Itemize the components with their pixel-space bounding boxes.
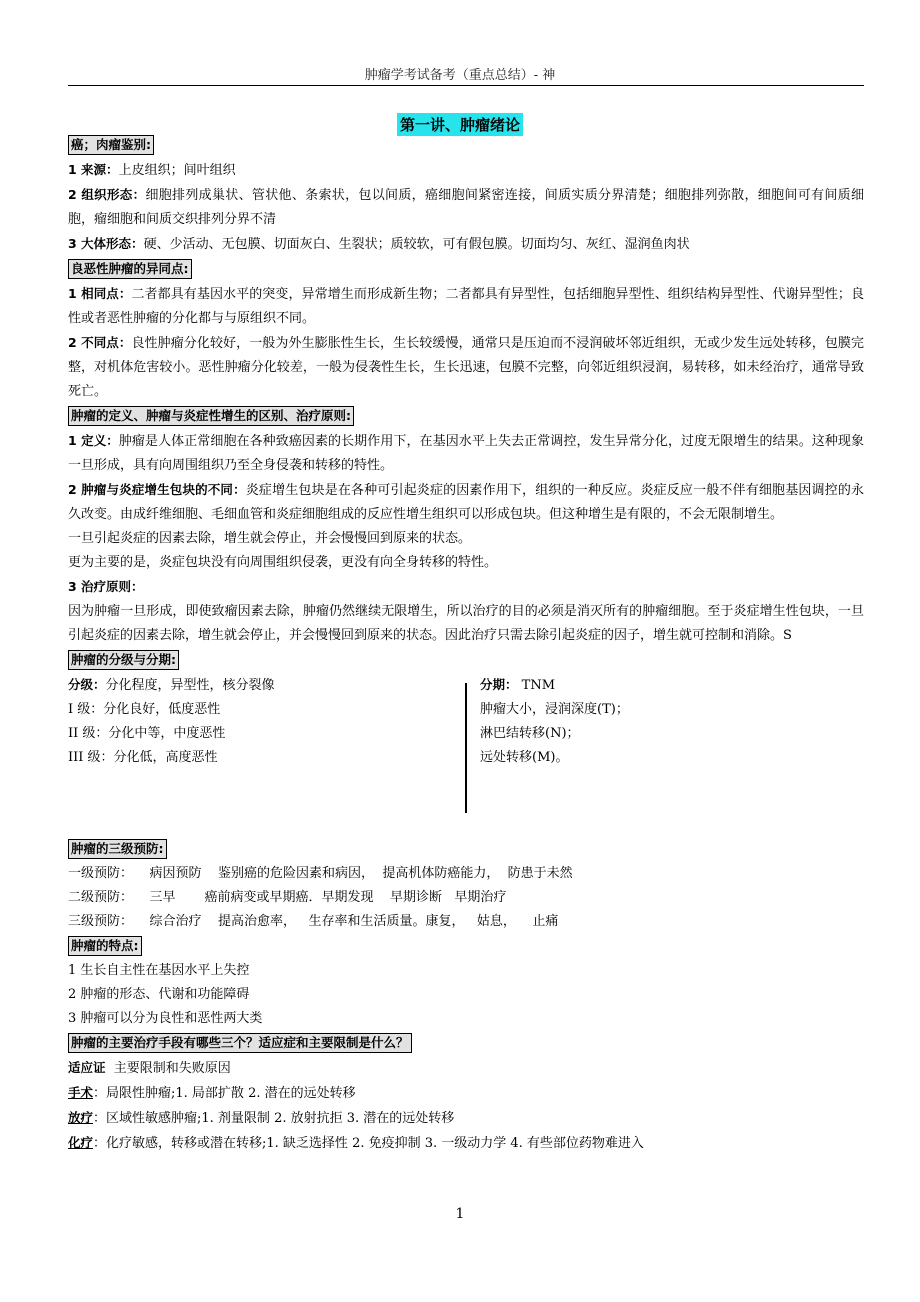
surgery-text: ：局限性肿瘤;1. 局部扩散 2. 潜在的远处转移	[93, 1086, 356, 1101]
document-body	[68, 133, 864, 1156]
grading-line	[68, 673, 448, 698]
s1-histology-text: 细胞排列成巢状、管状他、条索状，包以间质，癌细胞间紧密连接，间质实质分界清楚；细胞排列弥散，细胞间可有间质细胞，瘤细胞和间质交织排列分界不清	[68, 188, 864, 227]
s1-origin-text: 上皮组织；间叶组织	[118, 163, 236, 178]
grading-text: 分化程度，异型性，核分裂像	[105, 678, 275, 693]
s1-line-gross	[68, 232, 864, 257]
s2-line-differences	[68, 331, 864, 404]
page-number: 1	[455, 1206, 465, 1222]
treatment-chemotherapy	[68, 1131, 864, 1156]
treatment-header-text: 主要限制和失败原因	[105, 1061, 231, 1076]
treatment-header	[68, 1056, 864, 1081]
s3-definition-text: 肿瘤是人体正常细胞在各种致癌因素的长期作用下，在基因水平上失去正常调控，发生异常分化，过度无限增生的结果。这种现象一旦形成，具有向周围组织乃至全身侵袭和转移的特性。	[68, 434, 864, 473]
s3-treatment-label: 3 治疗原则：	[68, 579, 144, 594]
staging-column	[480, 673, 860, 770]
grading-label: 分级：	[68, 677, 106, 692]
prevention-secondary: 二级预防： 三早 癌前病变或早期癌．早期发现 早期诊断 早期治疗	[68, 890, 507, 905]
s2-similarities-label: 1 相同点：	[68, 286, 132, 301]
prevention-primary: 一级预防： 病因预防 鉴别癌的危险因素和病因， 提高机体防癌能力， 防患于未然	[68, 866, 573, 881]
chemotherapy-text: ：化疗敏感，转移或潜在转移;1. 缺乏选择性 2. 免疫抑制 3. 一级动力学 4. 有些部位药物难进入	[93, 1136, 644, 1151]
grading-staging-columns	[68, 673, 864, 821]
header-rule	[68, 85, 864, 86]
s1-origin-label: 1 来源：	[68, 162, 119, 177]
s1-line-origin	[68, 158, 864, 183]
s1-line-histology	[68, 183, 864, 232]
chemotherapy-label: 化疗	[68, 1135, 94, 1150]
treatment-surgery	[68, 1081, 864, 1106]
s3-definition-label: 1 定义：	[68, 433, 119, 448]
s3-paragraph-1: 一旦引起炎症的因素去除，增生就会停止，并会慢慢回到原来的状态。	[68, 531, 472, 546]
running-header: 肿瘤学考试备考（重点总结）- 神	[364, 68, 556, 83]
s1-gross-label: 3 大体形态：	[68, 236, 144, 251]
treatment-indication-label: 适应证	[68, 1060, 106, 1075]
section-heading-definition: 肿瘤的定义、肿瘤与炎症性增生的区别、治疗原则:	[68, 406, 354, 426]
s3-paragraph-3: 因为肿瘤一旦形成，即使致瘤因素去除，肿瘤仍然继续无限增生，所以治疗的目的必须是消灭所有的肿瘤细胞。至于炎症增生性包块，一旦引起炎症的因素去除，增生就会停止，并会慢慢回到原来的状态。因此治疗只需去除引起炎症的因子，增生就可控制和消除。S	[68, 604, 864, 643]
grade-2: II 级：分化中等，中度恶性	[68, 726, 226, 741]
staging-text: TNM	[521, 678, 556, 693]
s3-inflammation-label: 2 肿瘤与炎症增生包块的不同：	[68, 482, 246, 497]
staging-label: 分期：	[480, 677, 518, 692]
s3-inflammation-text: 炎症增生包块是在各种可引起炎症的因素作用下，组织的一种反应。炎症反应一般不伴有细胞基因调控的永久改变。由成纤维细胞、毛细血管和炎症细胞组成的反应性增生组织可以形成包块。但这种增生是有限的，不会无限制增生。	[68, 483, 864, 522]
grade-1: I 级：分化良好，低度恶性	[68, 702, 221, 717]
prevention-tertiary: 三级预防： 综合治疗 提高治愈率， 生存率和生活质量。康复， 姑息， 止痛	[68, 914, 559, 929]
column-divider	[465, 683, 467, 813]
s3-line-inflammation	[68, 478, 864, 527]
section-heading-carcinoma-sarcoma: 癌；肉瘤鉴别:	[68, 135, 154, 155]
s2-line-similarities	[68, 282, 864, 331]
section-heading-features: 肿瘤的特点:	[68, 936, 142, 956]
staging-t: 肿瘤大小，浸润深度(T)；	[480, 702, 629, 717]
section-heading-grading-staging: 肿瘤的分级与分期:	[68, 650, 179, 670]
grade-3: III 级：分化低，高度恶性	[68, 750, 218, 765]
feature-2: 2 肿瘤的形态、代谢和功能障碍	[68, 987, 250, 1002]
section-heading-prevention: 肿瘤的三级预防:	[68, 839, 167, 859]
staging-m: 远处转移(M)。	[480, 750, 569, 765]
s1-histology-label: 2 组织形态：	[68, 187, 146, 202]
page-title: 第一讲、肿瘤绪论	[397, 113, 523, 136]
radiotherapy-text: ：区域性敏感肿瘤;1. 剂量限制 2. 放射抗拒 3. 潜在的远处转移	[93, 1111, 455, 1126]
treatment-radiotherapy	[68, 1106, 864, 1131]
section-heading-benign-malignant: 良恶性肿瘤的异同点:	[68, 259, 192, 279]
s1-gross-text: 硬、少活动、无包膜、切面灰白、生裂状；质较软，可有假包膜。切面均匀、灰红、湿润鱼肉状	[143, 237, 690, 252]
s3-line-definition	[68, 429, 864, 478]
spacer	[68, 821, 864, 837]
staging-n: 淋巴结转移(N)；	[480, 726, 580, 741]
radiotherapy-label: 放疗	[68, 1110, 94, 1125]
section-heading-treatment: 肿瘤的主要治疗手段有哪些三个？适应症和主要限制是什么？	[68, 1033, 412, 1053]
s2-differences-label: 2 不同点：	[68, 335, 132, 350]
s2-similarities-text: 二者都具有基因水平的突变，异常增生而形成新生物；二者都具有异型性，包括细胞异型性、组织结构异型性、代谢异型性；良性或者恶性肿瘤的分化都与与原组织不同。	[68, 287, 864, 326]
feature-1: 1 生长自主性在基因水平上失控	[68, 963, 250, 978]
s2-differences-text: 良性肿瘤分化较好，一般为外生膨胀性生长，生长较缓慢，通常只是压迫而不浸润破坏邻近组织，无或少发生远处转移，包膜完整，对机体危害较小。恶性肿瘤分化较差，一般为侵袭性生长，生长迅速，包膜不完整，向邻近组织浸润，易转移，如未经治疗，通常导致死亡。	[68, 336, 864, 399]
s3-paragraph-2: 更为主要的是，炎症包块没有向周围组织侵袭，更没有向全身转移的特性。	[68, 555, 498, 570]
grading-column	[68, 673, 448, 770]
feature-3: 3 肿瘤可以分为良性和恶性两大类	[68, 1011, 263, 1026]
surgery-label: 手术	[68, 1085, 94, 1100]
s3-line-treatment	[68, 575, 864, 600]
staging-line	[480, 673, 860, 698]
